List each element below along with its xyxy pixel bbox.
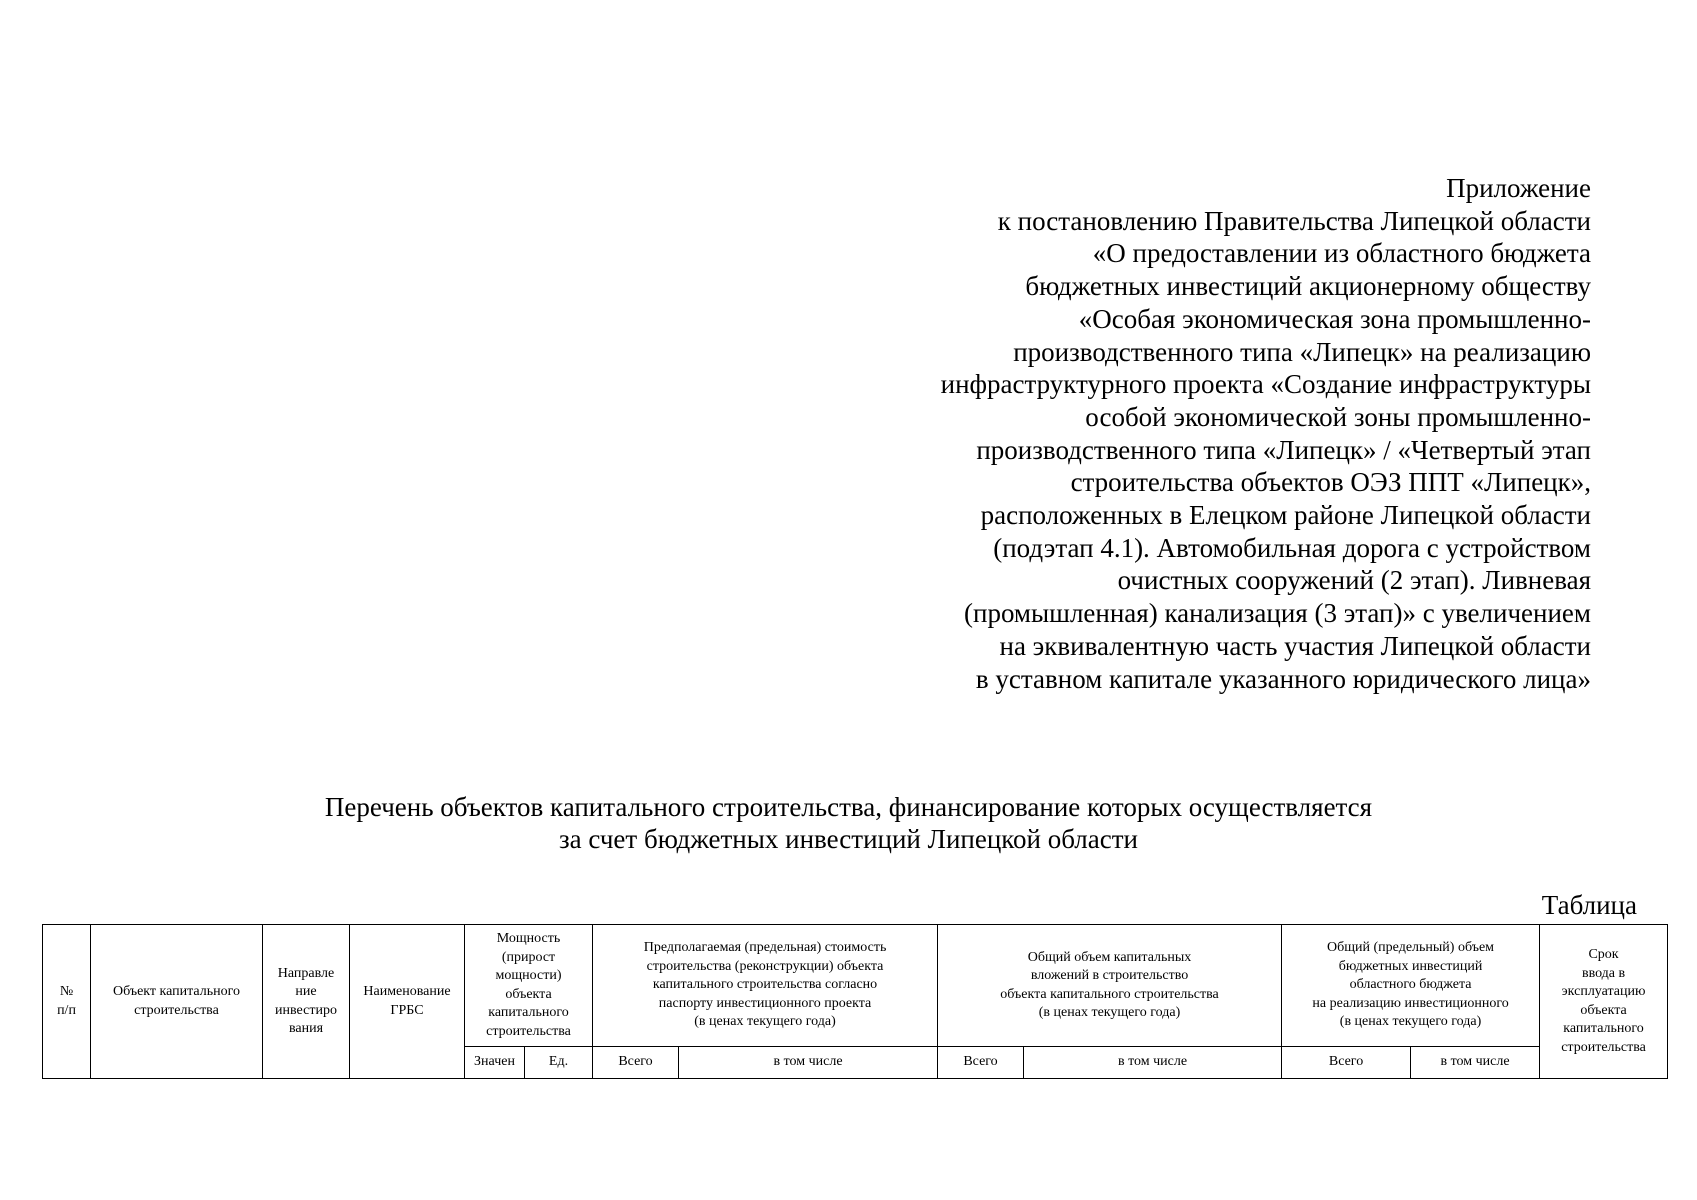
document-title-line-2: за счет бюджетных инвестиций Липецкой области	[559, 824, 1138, 854]
appendix-line: «О предоставлении из областного бюджета	[1092, 238, 1591, 269]
header-object: Объект капитального строительства	[91, 925, 263, 1079]
appendix-line: (промышленная) канализация (3 этап)» с увеличением	[964, 598, 1591, 629]
subheader-capacity-value: Значен	[465, 1047, 525, 1079]
appendix-line: на эквивалентную часть участия Липецкой области	[999, 630, 1591, 661]
subheader-budget-total: Всего	[1282, 1047, 1411, 1079]
appendix-line: производственного типа «Липецк» / «Четвертый этап	[976, 434, 1591, 465]
subheader-cost-including: в том числе	[679, 1047, 938, 1079]
capital-construction-table	[42, 924, 1668, 1079]
appendix-line: очистных сооружений (2 этап). Ливневая	[1117, 565, 1591, 596]
appendix-line: Приложение	[1446, 173, 1591, 203]
subheader-investment-total: Всего	[938, 1047, 1024, 1079]
subheader-budget-including: в том числе	[1411, 1047, 1540, 1079]
appendix-line: бюджетных инвестиций акционерному обществу	[1025, 271, 1591, 302]
appendix-line: в уставном капитале указанного юридического лица»	[975, 663, 1591, 694]
header-total-investment: Общий объем капитальных вложений в строительство объекта капитального строительства (в ценах текущего года)	[938, 925, 1282, 1047]
appendix-block	[831, 172, 1591, 695]
subheader-cost-total: Всего	[593, 1047, 679, 1079]
appendix-line: «Особая экономическая зона промышленно-	[1078, 303, 1591, 334]
header-capacity: Мощность (прирост мощности) объекта капитального строительства	[465, 925, 593, 1047]
document-title	[0, 791, 1697, 855]
table-label: Таблица	[1541, 890, 1637, 920]
header-estimated-cost: Предполагаемая (предельная) стоимость строительства (реконструкции) объекта капитального строительства согласно паспорту инвестиционного проекта (в ценах текущего года)	[593, 925, 938, 1047]
appendix-line: строительства объектов ОЭЗ ППТ «Липецк»,	[1070, 467, 1591, 498]
header-number: № п/п	[43, 925, 91, 1079]
appendix-line: расположенных в Елецком районе Липецкой области	[980, 500, 1591, 531]
document-title-line-1: Перечень объектов капитального строительства, финансирование которых осуществляется	[324, 792, 1373, 822]
appendix-line: к постановлению Правительства Липецкой области	[997, 205, 1591, 236]
appendix-line: особой экономической зоны промышленно-	[1085, 401, 1591, 432]
header-commissioning-date: Срок ввода в эксплуатацию объекта капитального строительства	[1540, 925, 1668, 1079]
appendix-line: (подэтап 4.1). Автомобильная дорога с устройством	[993, 532, 1591, 563]
subheader-investment-including: в том числе	[1024, 1047, 1282, 1079]
appendix-line: инфраструктурного проекта «Создание инфраструктуры	[940, 369, 1591, 400]
header-grbs-name: Наименование ГРБС	[350, 925, 465, 1079]
appendix-line: производственного типа «Липецк» на реализацию	[1013, 336, 1591, 367]
header-investment-direction: Направле ние инвестиро вания	[263, 925, 350, 1079]
subheader-capacity-unit: Ед.	[525, 1047, 593, 1079]
header-budget-investment: Общий (предельный) объем бюджетных инвестиций областного бюджета на реализацию инвестиционного (в ценах текущего года)	[1282, 925, 1540, 1047]
